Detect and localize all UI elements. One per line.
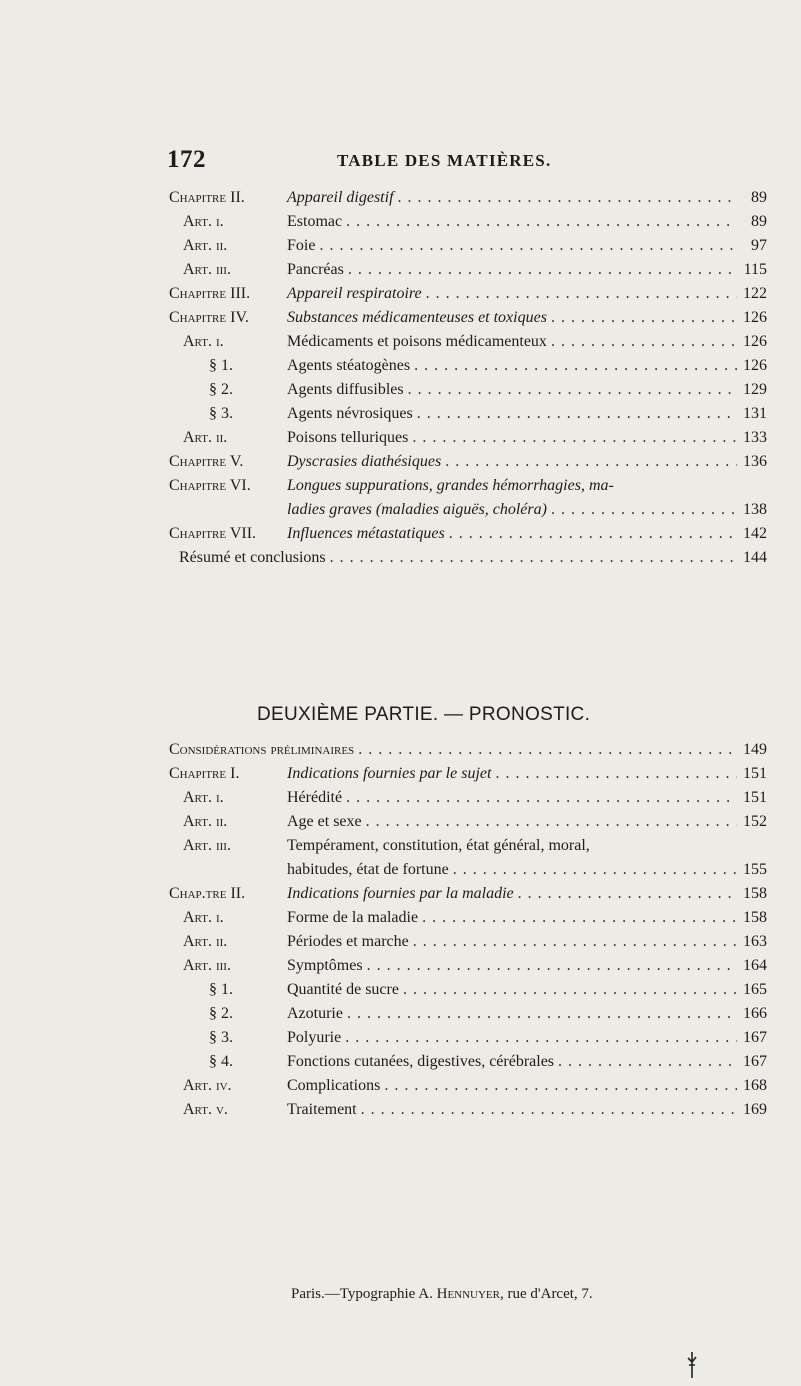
toc-entry-title: Hérédité bbox=[287, 789, 343, 806]
toc-entry-label: Chapitre VI. bbox=[169, 477, 251, 494]
toc-entry-title: Substances médicamenteuses et toxiques bbox=[287, 309, 547, 326]
toc-entry bbox=[169, 186, 767, 210]
toc-entry-title: Pancréas bbox=[287, 261, 344, 278]
toc-entry-label: Art. iii. bbox=[183, 837, 231, 854]
toc-entry bbox=[183, 258, 767, 282]
toc-entry-label: Chapitre I. bbox=[169, 765, 240, 782]
dot-leader bbox=[398, 186, 737, 210]
toc-entry-label: Chap.tre II. bbox=[169, 885, 246, 902]
toc-entry-page: 126 bbox=[743, 309, 767, 326]
toc-entry-title: Longues suppurations, grandes hémorrhagies, ma- bbox=[287, 477, 614, 494]
toc-entry-page: 136 bbox=[743, 453, 767, 470]
toc-entry bbox=[183, 930, 767, 954]
toc-entry-title: Azoturie bbox=[287, 1005, 343, 1022]
dot-leader bbox=[551, 330, 737, 354]
toc-entry-page: 158 bbox=[743, 885, 767, 902]
toc-entry-title: Forme de la maladie bbox=[287, 909, 419, 926]
toc-entry bbox=[183, 786, 767, 810]
toc-entry bbox=[169, 882, 767, 906]
toc-entry-continuation bbox=[287, 858, 767, 882]
dot-leader bbox=[551, 306, 737, 330]
toc-entry-label: Art. iii. bbox=[183, 957, 231, 974]
toc-entry-title: Influences métastatiques bbox=[287, 525, 445, 542]
dot-leader bbox=[347, 1002, 737, 1026]
toc-entry bbox=[169, 474, 767, 498]
toc-entry bbox=[183, 1074, 767, 1098]
toc-entry-page: 169 bbox=[743, 1101, 767, 1118]
dot-leader bbox=[422, 906, 737, 930]
toc-entry-page: 152 bbox=[743, 813, 767, 830]
dot-leader bbox=[403, 978, 737, 1002]
toc-entry bbox=[183, 810, 767, 834]
toc-entry-label: Art. i. bbox=[183, 333, 224, 350]
toc-entry-label: Chapitre II. bbox=[169, 189, 245, 206]
printer-imprint bbox=[291, 1286, 593, 1303]
dot-leader bbox=[366, 810, 737, 834]
part-two-heading: DEUXIÈME PARTIE. — PRONOSTIC. bbox=[257, 704, 591, 725]
toc-entry-title: Appareil respiratoire bbox=[287, 285, 422, 302]
dot-leader bbox=[453, 858, 737, 882]
toc-entry-label: Art. ii. bbox=[183, 813, 228, 830]
toc-entry-page: 166 bbox=[743, 1005, 767, 1022]
dot-leader bbox=[445, 450, 737, 474]
dot-leader bbox=[361, 1098, 737, 1122]
toc-entry bbox=[183, 210, 767, 234]
toc-entry bbox=[183, 234, 767, 258]
toc-entry-label: § 2. bbox=[209, 381, 233, 398]
toc-entry-page: 164 bbox=[743, 957, 767, 974]
toc-entry bbox=[183, 906, 767, 930]
toc-entry-title: Agents diffusibles bbox=[287, 381, 404, 398]
toc-entry bbox=[179, 546, 767, 570]
toc-entry-title: Considérations préliminaires bbox=[169, 741, 355, 758]
dot-leader bbox=[551, 498, 737, 522]
toc-entry-label: Art. ii. bbox=[183, 429, 228, 446]
dot-leader bbox=[414, 354, 737, 378]
dot-leader bbox=[384, 1074, 737, 1098]
dot-leader bbox=[412, 426, 737, 450]
toc-entry-page: 155 bbox=[743, 861, 767, 878]
toc-entry bbox=[183, 954, 767, 978]
toc-entry-page: 158 bbox=[743, 909, 767, 926]
dot-leader bbox=[346, 786, 737, 810]
toc-entry-continuation-text: habitudes, état de fortune bbox=[287, 861, 449, 878]
dot-leader bbox=[348, 258, 737, 282]
toc-entry-page: 151 bbox=[743, 765, 767, 782]
dot-leader bbox=[408, 378, 737, 402]
toc-entry-page: 131 bbox=[743, 405, 767, 422]
toc-entry-label: § 3. bbox=[209, 405, 233, 422]
toc-entry-label: § 1. bbox=[209, 981, 233, 998]
dot-leader bbox=[330, 546, 737, 570]
toc-entry-page: 133 bbox=[743, 429, 767, 446]
toc-entry-label: Art. ii. bbox=[183, 237, 228, 254]
toc-entry-label: Chapitre V. bbox=[169, 453, 244, 470]
toc-entry-label: Art. i. bbox=[183, 213, 224, 230]
toc-entry-page: 165 bbox=[743, 981, 767, 998]
toc-entry bbox=[209, 354, 767, 378]
toc-entry-page: 122 bbox=[743, 285, 767, 302]
toc-entry-title: Foie bbox=[287, 237, 316, 254]
toc-entry-page: 126 bbox=[743, 357, 767, 374]
toc-entry-page: 89 bbox=[751, 189, 767, 206]
toc-entry-page: 97 bbox=[751, 237, 767, 254]
toc-entry-label: § 3. bbox=[209, 1029, 233, 1046]
toc-entry-page: 149 bbox=[743, 741, 767, 758]
toc-entry-title: Agents névrosiques bbox=[287, 405, 413, 422]
toc-entry-page: 167 bbox=[743, 1029, 767, 1046]
toc-entry-label: Art. i. bbox=[183, 789, 224, 806]
toc-entry bbox=[209, 1026, 767, 1050]
toc-entry bbox=[169, 738, 767, 762]
toc-entry-title: Quantité de sucre bbox=[287, 981, 399, 998]
dot-leader bbox=[558, 1050, 737, 1074]
dot-leader bbox=[449, 522, 737, 546]
toc-entry-label: Art. v. bbox=[183, 1101, 228, 1118]
toc-entry bbox=[209, 978, 767, 1002]
toc-entry-title: Agents stéatogènes bbox=[287, 357, 411, 374]
imprint-printer: Hennuyer bbox=[436, 1286, 500, 1302]
dot-leader bbox=[319, 234, 737, 258]
toc-entry-title: Polyurie bbox=[287, 1029, 342, 1046]
toc-entry-label: Art. ii. bbox=[183, 933, 228, 950]
dot-leader bbox=[518, 882, 737, 906]
toc-entry-label: Chapitre III. bbox=[169, 285, 251, 302]
toc-entry bbox=[209, 1002, 767, 1026]
toc-entry bbox=[209, 378, 767, 402]
toc-entry-title: Traitement bbox=[287, 1101, 357, 1118]
toc-entry-page: 115 bbox=[743, 261, 767, 278]
dot-leader bbox=[346, 210, 737, 234]
imprint-prefix: Paris.—Typographie A. bbox=[291, 1286, 433, 1302]
toc-entry-page: 129 bbox=[743, 381, 767, 398]
dot-leader bbox=[417, 402, 737, 426]
toc-entry-continuation-text: ladies graves (maladies aiguës, choléra) bbox=[287, 501, 547, 518]
toc-entry-label: Art. iii. bbox=[183, 261, 231, 278]
running-title: TABLE DES MATIÈRES. bbox=[337, 151, 552, 170]
toc-entry bbox=[169, 306, 767, 330]
toc-entry-continuation bbox=[287, 498, 767, 522]
toc-entry-page: 126 bbox=[743, 333, 767, 350]
dot-leader bbox=[358, 738, 737, 762]
toc-entry bbox=[183, 426, 767, 450]
toc-entry bbox=[209, 402, 767, 426]
toc-entry-title: Médicaments et poisons médicamenteux bbox=[287, 333, 547, 350]
toc-entry bbox=[169, 762, 767, 786]
toc-entry-page: 151 bbox=[743, 789, 767, 806]
dot-leader bbox=[413, 930, 737, 954]
toc-entry bbox=[169, 522, 767, 546]
dot-leader bbox=[345, 1026, 737, 1050]
toc-entry bbox=[169, 450, 767, 474]
toc-entry-title: Dyscrasies diathésiques bbox=[287, 453, 442, 470]
toc-entry bbox=[209, 1050, 767, 1074]
toc-entry-title: Tempérament, constitution, état général, moral, bbox=[287, 837, 590, 854]
toc-entry-title: Fonctions cutanées, digestives, cérébrales bbox=[287, 1053, 555, 1070]
page-number: 172 bbox=[167, 146, 206, 173]
printer-mark-icon bbox=[687, 1352, 697, 1378]
toc-entry-page: 168 bbox=[743, 1077, 767, 1094]
dot-leader bbox=[495, 762, 737, 786]
toc-entry-page: 142 bbox=[743, 525, 767, 542]
toc-entry-title: Poisons telluriques bbox=[287, 429, 409, 446]
toc-entry bbox=[183, 834, 767, 858]
toc-entry-label: Art. i. bbox=[183, 909, 224, 926]
toc-entry-page: 167 bbox=[743, 1053, 767, 1070]
imprint-suffix: , rue d'Arcet, 7. bbox=[500, 1286, 593, 1302]
toc-entry-label: § 2. bbox=[209, 1005, 233, 1022]
toc-entry-title: Estomac bbox=[287, 213, 343, 230]
toc-entry-page: 144 bbox=[743, 549, 767, 566]
toc-entry-title: Indications fournies par le sujet bbox=[287, 765, 492, 782]
toc-entry-label: Chapitre VII. bbox=[169, 525, 257, 542]
toc-entry-title: Résumé et conclusions bbox=[179, 549, 326, 566]
toc-entry-label: § 4. bbox=[209, 1053, 233, 1070]
toc-entry bbox=[169, 282, 767, 306]
toc-entry bbox=[183, 1098, 767, 1122]
toc-entry-label: § 1. bbox=[209, 357, 233, 374]
page-header bbox=[167, 146, 767, 180]
toc-entry-title: Appareil digestif bbox=[287, 189, 394, 206]
toc-entry-title: Complications bbox=[287, 1077, 381, 1094]
toc-entry-page: 163 bbox=[743, 933, 767, 950]
toc-entry-page: 89 bbox=[751, 213, 767, 230]
toc-entry-title: Symptômes bbox=[287, 957, 363, 974]
toc-entry-label: Art. iv. bbox=[183, 1077, 232, 1094]
toc-entry-title: Périodes et marche bbox=[287, 933, 409, 950]
toc-entry-title: Indications fournies par la maladie bbox=[287, 885, 514, 902]
toc-entry bbox=[183, 330, 767, 354]
toc-entry-label: Chapitre IV. bbox=[169, 309, 249, 326]
dot-leader bbox=[367, 954, 737, 978]
toc-entry-title: Age et sexe bbox=[287, 813, 362, 830]
dot-leader bbox=[426, 282, 737, 306]
toc-entry-page: 138 bbox=[743, 501, 767, 518]
